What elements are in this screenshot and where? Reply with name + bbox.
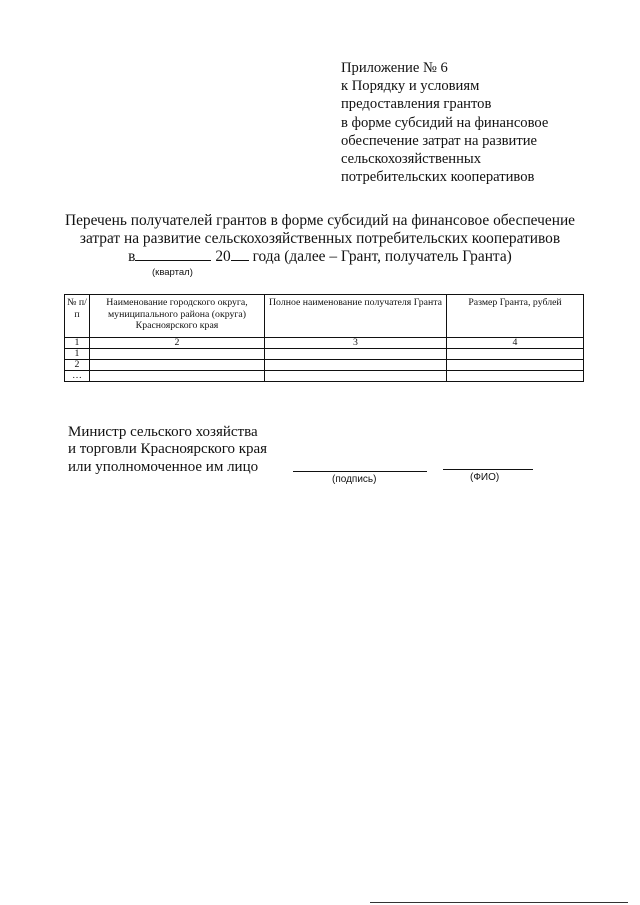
table-cell[interactable] — [90, 360, 265, 371]
title-suffix: года (далее – Грант, получатель Гранта) — [252, 248, 512, 266]
appendix-line: в форме субсидий на финансовое — [341, 114, 549, 131]
appendix-line: Приложение № 6 — [341, 60, 448, 76]
signatory-line: или уполномоченное им лицо — [68, 458, 259, 475]
table-row — [65, 371, 584, 382]
table-cell[interactable] — [447, 371, 584, 382]
header-grant-amount: Размер Гранта, рублей — [447, 295, 584, 338]
table-cell[interactable] — [90, 371, 265, 382]
table-cell: 2 — [65, 360, 90, 371]
quarter-blank[interactable] — [135, 247, 211, 261]
signatory-line: Министр сельского хозяйства — [68, 424, 258, 440]
signature-caption: (подпись) — [332, 474, 377, 485]
scan-edge-line — [370, 902, 628, 903]
header-municipality: Наименование городского округа, муниципального района (округа) Красноярского края — [90, 295, 265, 338]
table-cell: 4 — [447, 338, 584, 349]
appendix-line: потребительских кооперативов — [341, 169, 535, 186]
table-numbering-row — [65, 338, 584, 349]
appendix-header — [341, 59, 601, 186]
table-cell: 3 — [265, 338, 447, 349]
title-line-3 — [40, 247, 600, 266]
title-prefix: в — [128, 248, 136, 266]
table-cell[interactable] — [265, 360, 447, 371]
signature-line[interactable] — [293, 471, 427, 472]
recipients-table — [64, 294, 584, 382]
appendix-line: к Порядку и условиям — [341, 78, 480, 95]
table-cell[interactable] — [90, 349, 265, 360]
table-row — [65, 349, 584, 360]
signatory-line: и торговли Красноярского края — [68, 441, 268, 458]
name-line[interactable] — [443, 469, 533, 470]
title-line-1: Перечень получателей грантов в форме субсидий на финансовое обеспечение — [64, 212, 576, 229]
table-cell: … — [65, 371, 90, 382]
table-cell[interactable] — [265, 349, 447, 360]
table-cell: 1 — [65, 349, 90, 360]
table-cell[interactable] — [265, 371, 447, 382]
appendix-line: обеспечение затрат на развитие — [341, 132, 538, 149]
header-number: № п/п — [65, 295, 90, 338]
year-blank[interactable] — [231, 247, 249, 261]
year-prefix: 20 — [215, 248, 231, 266]
title-line-2: затрат на развитие сельскохозяйственных потребительских кооперативов — [79, 229, 561, 247]
table-header-row — [65, 295, 584, 338]
table-cell: 2 — [90, 338, 265, 349]
name-caption: (ФИО) — [470, 472, 500, 483]
document-title — [40, 212, 600, 266]
table-row — [65, 360, 584, 371]
table-cell: 1 — [65, 338, 90, 349]
header-recipient-name: Полное наименование получателя Гранта — [265, 295, 447, 338]
appendix-line: сельскохозяйственных — [341, 151, 482, 168]
table-cell[interactable] — [447, 349, 584, 360]
appendix-line: предоставления грантов — [341, 96, 492, 113]
table-cell[interactable] — [447, 360, 584, 371]
signature-block — [68, 424, 267, 476]
quarter-caption: (квартал) — [152, 267, 193, 278]
